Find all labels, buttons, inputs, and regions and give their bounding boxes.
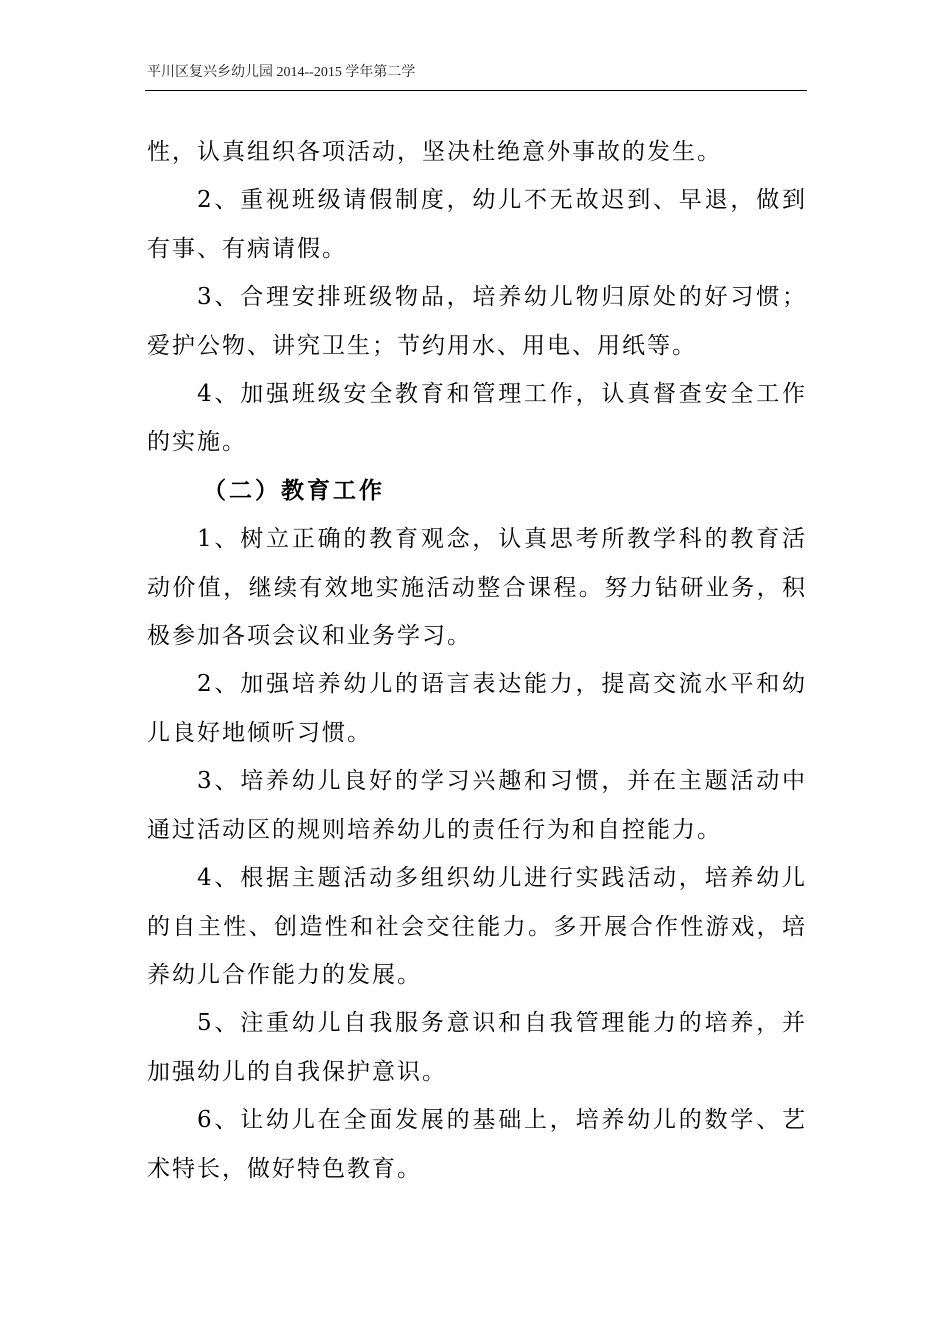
paragraph-edu-item-2: 2、加强培养幼儿的语言表达能力，提高交流水平和幼儿良好地倾听习惯。 <box>147 671 807 746</box>
paragraph-item-2-leave-policy: 2、重视班级请假制度，幼儿不无故迟到、早退，做到有事、有病请假。 <box>147 187 807 262</box>
paragraph-item-4-safety: 4、加强班级安全教育和管理工作，认真督查安全工作的实施。 <box>147 381 807 456</box>
page-header: 平川区复兴乡幼儿园 2014--2015 学年第二学 <box>147 65 416 80</box>
document-body <box>147 128 807 1193</box>
paragraph-edu-item-4: 4、根据主题活动多组织幼儿进行实践活动，培养幼儿的自主性、创造性和社会交往能力。多开展合作性游戏，培养幼儿合作能力的发展。 <box>147 865 807 988</box>
paragraph-edu-item-6: 6、让幼儿在全面发展的基础上，培养幼儿的数学、艺术特长，做好特色教育。 <box>147 1107 807 1182</box>
paragraph-edu-item-1: 1、树立正确的教育观念，认真思考所教学科的教育活动价值，继续有效地实施活动整合课程。努力钻研业务，积极参加各项会议和业务学习。 <box>147 526 807 650</box>
section-heading-education: （二）教育工作 <box>203 477 385 504</box>
paragraph-edu-item-5: 5、注重幼儿自我服务意识和自我管理能力的培养，并加强幼儿的自我保护意识。 <box>147 1010 807 1085</box>
header-rule <box>145 90 807 91</box>
paragraph-edu-item-3: 3、培养幼儿良好的学习兴趣和习惯，并在主题活动中通过活动区的规则培养幼儿的责任行为和自控能力。 <box>147 768 807 843</box>
paragraph-continuation: 性，认真组织各项活动，坚决杜绝意外事故的发生。 <box>147 139 722 165</box>
paragraph-item-3-class-items: 3、合理安排班级物品，培养幼儿物归原处的好习惯；爱护公物、讲究卫生；节约用水、用电、用纸等。 <box>147 284 807 359</box>
